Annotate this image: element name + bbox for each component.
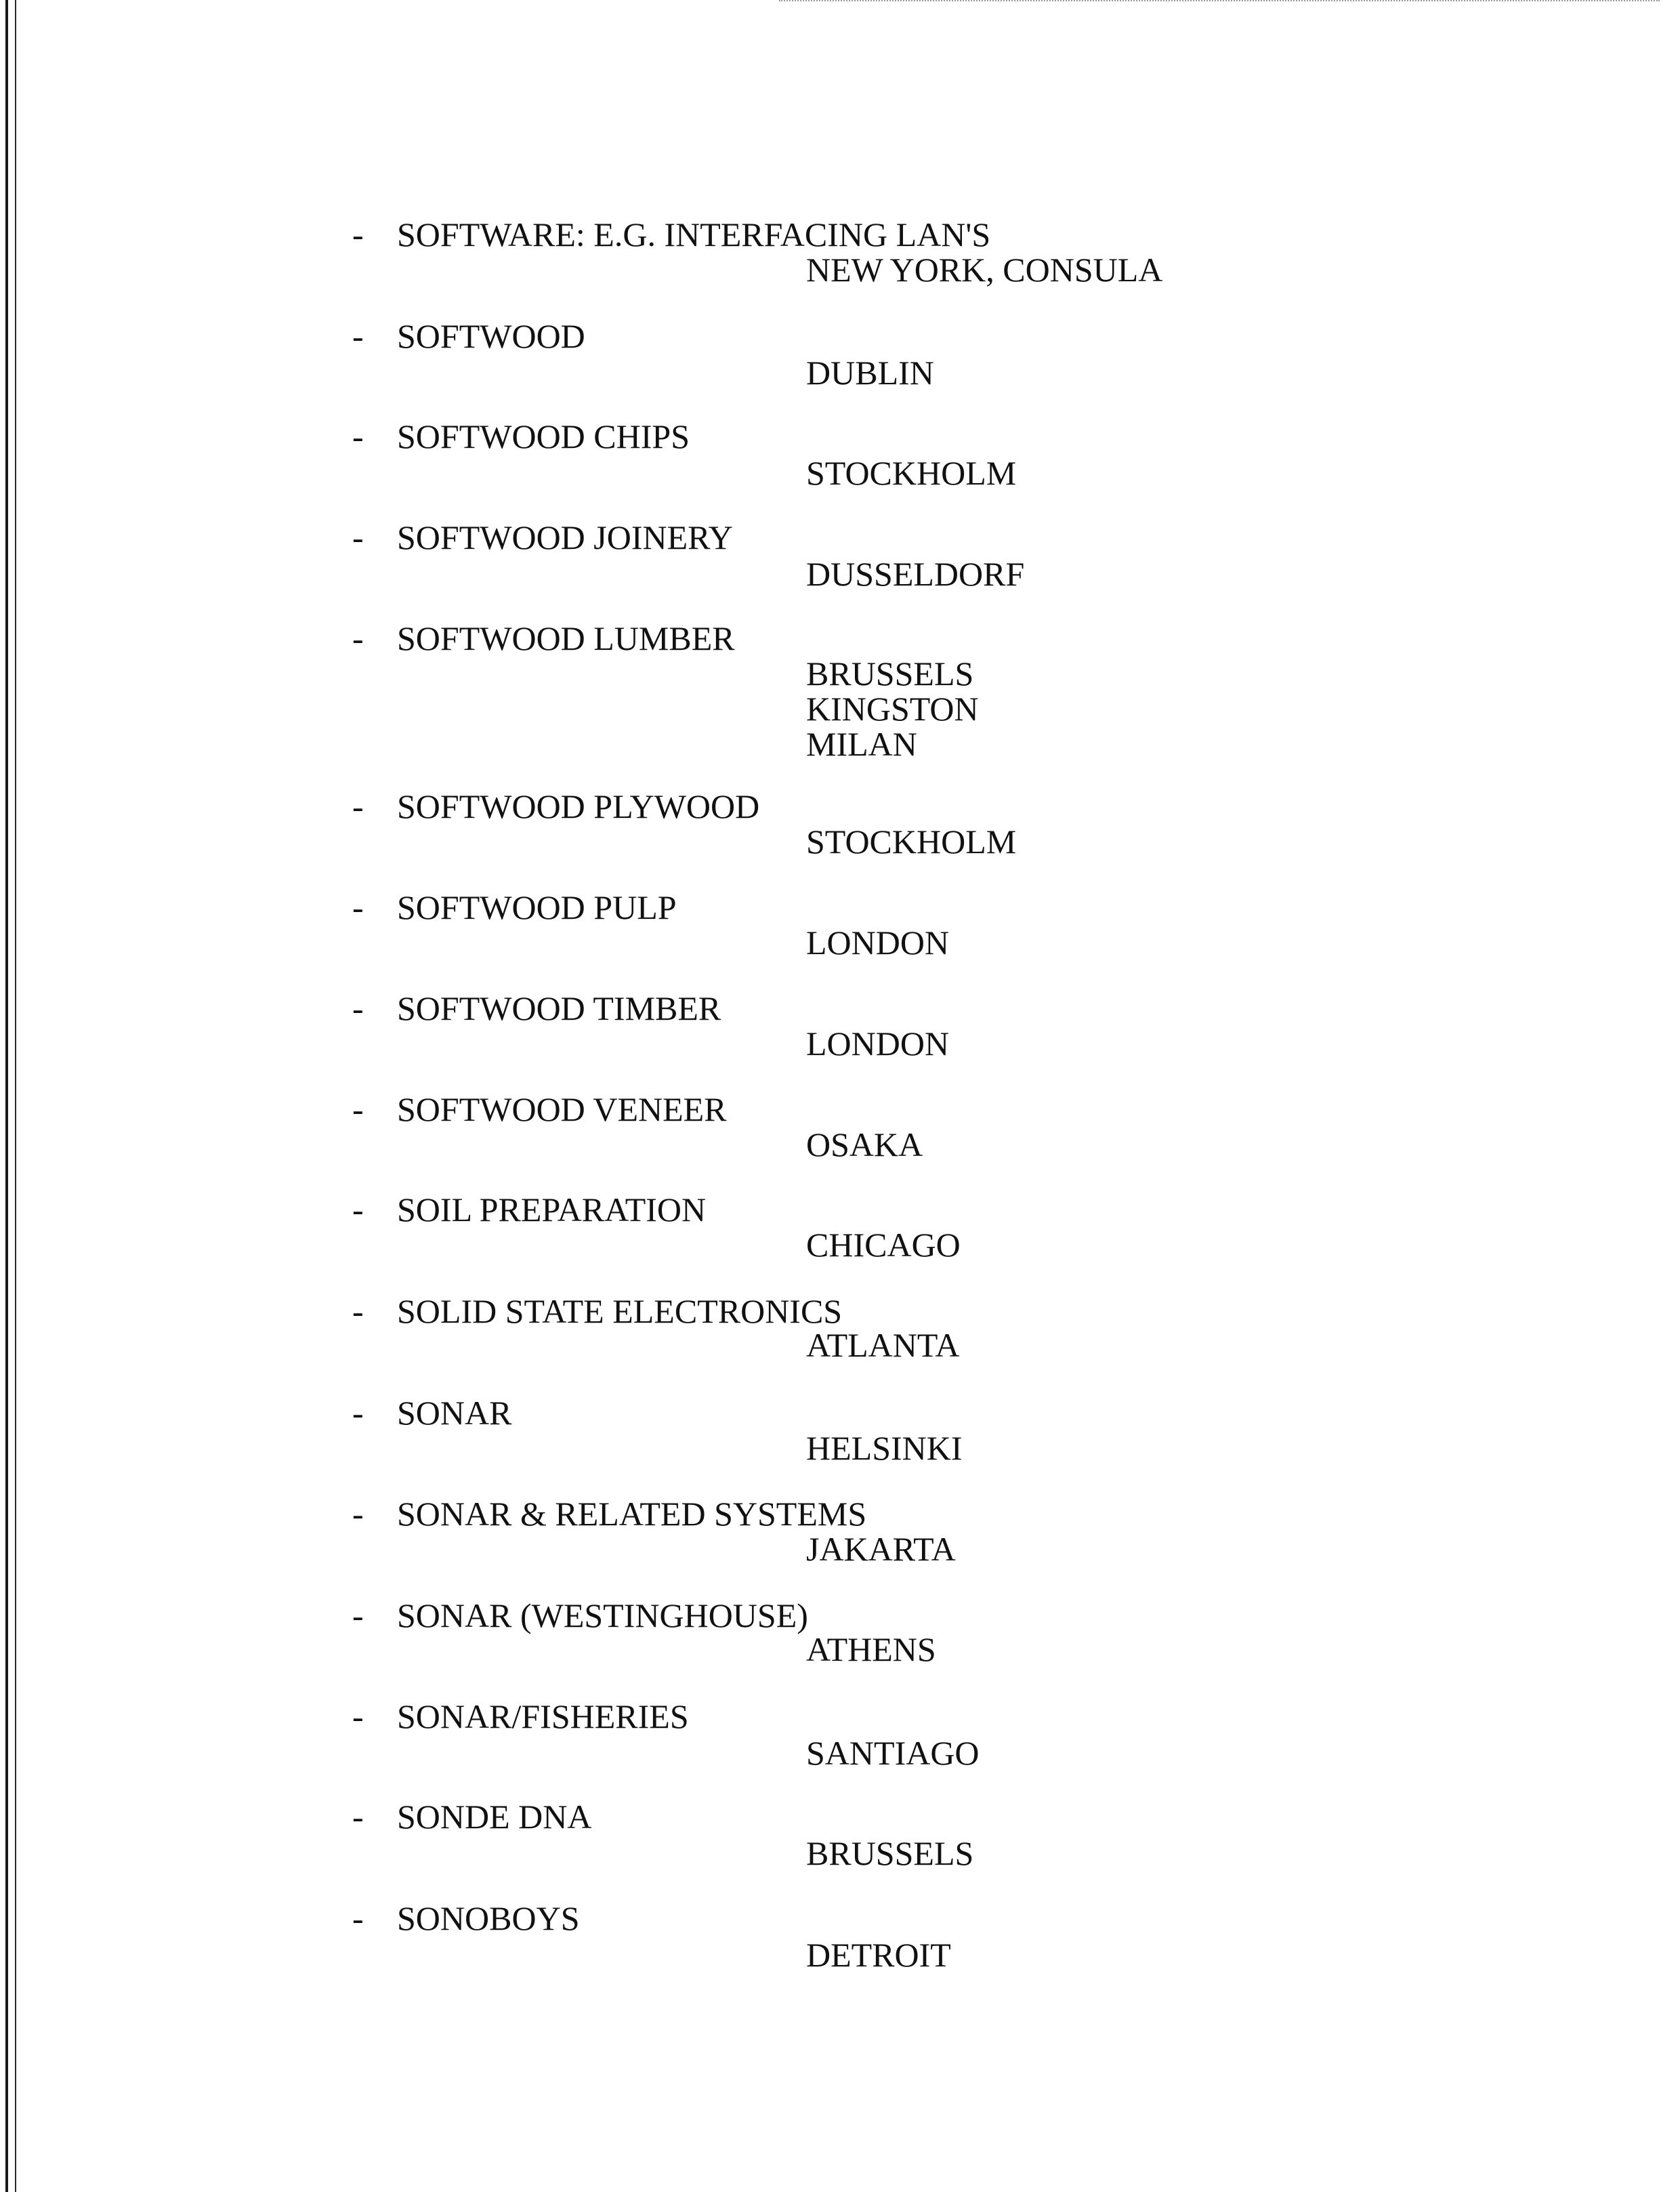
entry-cities [806, 1937, 951, 1972]
bullet-dash: - [352, 989, 364, 1027]
bullet-dash: - [352, 317, 364, 355]
entry-cities [806, 1430, 963, 1466]
entry-city: DUBLIN [806, 354, 934, 392]
entry-term: SONOBOYS [397, 1899, 580, 1937]
entry-city: KINGSTON [806, 690, 979, 728]
entry-cities [806, 1227, 961, 1262]
entry-term: SOIL PREPARATION [397, 1191, 707, 1228]
bullet-dash: - [352, 1394, 364, 1432]
entry-term: SOFTWOOD LUMBER [397, 619, 735, 657]
entry-city: MILAN [806, 725, 917, 763]
entry-city: OSAKA [806, 1125, 923, 1163]
bullet-dash: - [352, 1495, 364, 1533]
entry-city: ATLANTA [806, 1326, 960, 1364]
entry-term: SOFTWOOD [397, 317, 585, 355]
entry-city: HELSINKI [806, 1429, 963, 1467]
entry-city: JAKARTA [806, 1530, 956, 1568]
entry-term: SONAR [397, 1394, 512, 1432]
entry-term: SOFTWOOD TIMBER [397, 989, 721, 1027]
entry-term: SONDE DNA [397, 1798, 592, 1836]
bullet-dash: - [352, 215, 364, 253]
entry-city: DETROIT [806, 1936, 951, 1974]
entry-term: SOFTWOOD CHIPS [397, 417, 690, 455]
entry-term: SOFTWOOD PLYWOOD [397, 787, 760, 825]
entry-city: ATHENS [806, 1630, 936, 1668]
entry-city: CHICAGO [806, 1226, 961, 1264]
entry-city: LONDON [806, 1025, 950, 1062]
bullet-dash: - [352, 417, 364, 455]
entry-city: STOCKHOLM [806, 454, 1017, 492]
entry-city: BRUSSELS [806, 1834, 974, 1872]
entry-cities [806, 1127, 923, 1162]
bullet-dash: - [352, 1899, 364, 1937]
bullet-dash: - [352, 1596, 364, 1634]
entry-city: STOCKHOLM [806, 823, 1017, 861]
entry-city: SANTIAGO [806, 1734, 980, 1772]
bullet-dash: - [352, 1292, 364, 1330]
entry-term: SONAR & RELATED SYSTEMS [397, 1495, 867, 1533]
entry-city: LONDON [806, 924, 950, 961]
bullet-dash: - [352, 1697, 364, 1735]
bullet-dash: - [352, 1090, 364, 1128]
entry-cities [806, 1836, 973, 1871]
entry-cities [806, 1735, 980, 1771]
entry-cities [806, 1531, 956, 1567]
entry-cities [806, 656, 979, 762]
entry-cities [806, 925, 949, 960]
entry-cities [806, 455, 1016, 491]
entry-cities [806, 824, 1016, 859]
entry-term: SOLID STATE ELECTRONICS [397, 1292, 843, 1330]
entry-term: SOFTWOOD VENEER [397, 1090, 727, 1128]
entry-cities [806, 1327, 960, 1363]
scan-edge-line [5, 0, 8, 2192]
bullet-dash: - [352, 518, 364, 556]
entry-term: SONAR (WESTINGHOUSE) [397, 1596, 808, 1634]
bullet-dash: - [352, 619, 364, 657]
entry-term: SOFTWARE: E.G. INTERFACING LAN'S [397, 215, 991, 253]
bullet-dash: - [352, 1798, 364, 1836]
bullet-dash: - [352, 1191, 364, 1228]
entry-city: DUSSELDORF [806, 555, 1025, 593]
entry-city: BRUSSELS [806, 655, 974, 692]
scan-edge-line [15, 0, 16, 2192]
entry-cities [806, 556, 1024, 592]
entry-cities [806, 355, 934, 390]
entry-cities [806, 252, 1162, 287]
bullet-dash: - [352, 888, 364, 926]
entry-cities [806, 1026, 949, 1061]
bullet-dash: - [352, 787, 364, 825]
entry-cities [806, 1632, 936, 1667]
entry-city: NEW YORK, CONSULA [806, 251, 1163, 289]
entry-term: SOFTWOOD PULP [397, 888, 677, 926]
entry-term: SONAR/FISHERIES [397, 1697, 689, 1735]
entry-term: SOFTWOOD JOINERY [397, 518, 733, 556]
scan-artifact [779, 0, 1660, 5]
